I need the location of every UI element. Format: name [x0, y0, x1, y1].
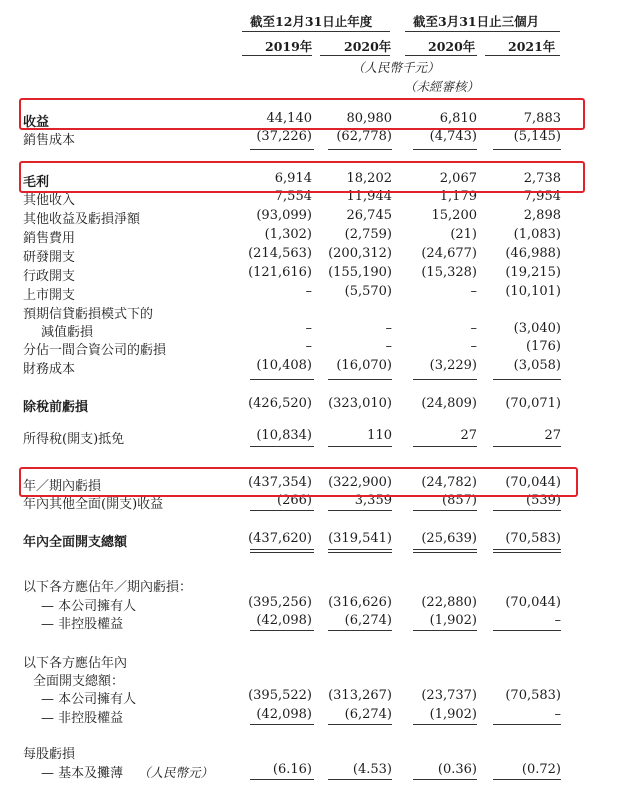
rule-eps	[328, 779, 392, 780]
row-value: (176)	[526, 339, 561, 354]
row-value: (6,274)	[344, 613, 392, 628]
row-value: (5,570)	[344, 284, 392, 299]
row-value: (70,583)	[505, 531, 561, 546]
row-value: (93,099)	[256, 208, 312, 223]
rule-tax	[413, 446, 477, 447]
row-value: (25,639)	[421, 531, 477, 546]
row-value: 27	[460, 428, 477, 443]
row-label: 財務成本	[23, 362, 76, 377]
rule-attrib2	[250, 724, 314, 725]
rule-attrib1	[413, 630, 477, 631]
row-label: — 本公司擁有人	[41, 599, 137, 614]
row-value: –	[470, 284, 477, 299]
row-value: (437,620)	[248, 531, 312, 546]
rule-tax	[493, 446, 561, 447]
rule-attrib2	[328, 724, 392, 725]
row-value: (539)	[526, 493, 561, 508]
row-value: –	[554, 707, 561, 722]
rule-oci	[250, 510, 314, 511]
row-value: (4,743)	[429, 129, 477, 144]
year-col-4: 2021年	[508, 39, 556, 54]
row-value: (200,312)	[328, 246, 392, 261]
row-label: 以下各方應佔年內	[23, 656, 128, 671]
row-value: (23,737)	[421, 688, 477, 703]
row-value: –	[305, 284, 312, 299]
row-value: (42,098)	[256, 707, 312, 722]
rule-total	[493, 549, 561, 550]
row-value: (16,070)	[336, 358, 392, 373]
row-value: (10,834)	[256, 428, 312, 443]
year-rule-4	[485, 55, 560, 56]
rule-tax	[328, 446, 392, 447]
row-value: (70,071)	[505, 396, 561, 411]
unit-note: （人民幣千元）	[352, 60, 440, 75]
rule-cost	[250, 149, 314, 150]
row-value: (4.53)	[352, 762, 392, 777]
row-value: (395,256)	[248, 595, 312, 610]
row-value: (37,226)	[256, 129, 312, 144]
row-value: (1,302)	[264, 227, 312, 242]
row-label: 年／期內虧損	[23, 479, 102, 494]
row-value: (121,616)	[248, 265, 312, 280]
eps-unit-note: （人民幣元）	[138, 765, 214, 780]
row-value: –	[470, 339, 477, 354]
row-value: (6,274)	[344, 707, 392, 722]
row-value: 6,810	[439, 111, 477, 126]
row-value: 7,554	[274, 189, 312, 204]
row-value: (426,520)	[248, 396, 312, 411]
row-value: 6,914	[274, 171, 312, 186]
year-col-2: 2020年	[344, 39, 392, 54]
row-value: –	[385, 321, 392, 336]
row-value: 7,954	[523, 189, 561, 204]
row-value: 2,738	[523, 171, 561, 186]
row-value: –	[385, 339, 392, 354]
row-value: (0.36)	[437, 762, 477, 777]
row-label: 分佔一間合資公司的虧損	[23, 343, 167, 358]
header-group-quarter: 截至3月31日止三個月	[413, 14, 540, 29]
rule-cost	[328, 149, 392, 150]
row-value: 2,898	[523, 208, 561, 223]
row-value: (70,044)	[505, 595, 561, 610]
row-value: (2,759)	[344, 227, 392, 242]
row-value: (22,880)	[421, 595, 477, 610]
row-value: 110	[367, 428, 392, 443]
row-label: 其他收益及虧損淨額	[23, 212, 141, 227]
row-value: 80,980	[346, 111, 392, 126]
row-value: (10,101)	[505, 284, 561, 299]
rule-total	[250, 549, 314, 550]
row-value: 15,200	[431, 208, 477, 223]
row-label: 所得稅(開支)抵免	[23, 432, 125, 447]
rule-eps	[493, 779, 561, 780]
row-value: 27	[544, 428, 561, 443]
row-value: 11,944	[346, 189, 392, 204]
row-label: 上市開支	[23, 288, 76, 303]
unaudited-note: （未經審核）	[404, 79, 480, 94]
row-value: (155,190)	[328, 265, 392, 280]
row-label: 以下各方應佔年／期內虧損：	[23, 580, 193, 595]
row-value: (322,900)	[328, 475, 392, 490]
row-value: (1,902)	[429, 613, 477, 628]
row-value: (10,408)	[256, 358, 312, 373]
row-value: (323,010)	[328, 396, 392, 411]
row-value: (5,145)	[513, 129, 561, 144]
rule-total	[250, 552, 314, 553]
row-value: (24,782)	[421, 475, 477, 490]
row-label: 銷售成本	[23, 133, 76, 148]
rule-total	[328, 549, 392, 550]
row-value: 3,359	[354, 493, 392, 508]
row-value: (70,044)	[505, 475, 561, 490]
row-value: (21)	[450, 227, 477, 242]
rule-total	[413, 552, 477, 553]
row-value: (857)	[442, 493, 477, 508]
row-value: (313,267)	[328, 688, 392, 703]
row-value: (214,563)	[248, 246, 312, 261]
row-value: (42,098)	[256, 613, 312, 628]
rule-finance	[328, 379, 392, 380]
row-value: –	[305, 339, 312, 354]
row-label: — 基本及攤薄	[41, 766, 124, 781]
highlight-loss-for-period	[19, 467, 578, 497]
rule-oci	[328, 510, 392, 511]
row-value: (3,058)	[513, 358, 561, 373]
row-label: 每股虧損	[23, 747, 76, 762]
row-label: 研發開支	[23, 250, 76, 265]
row-value: (15,328)	[421, 265, 477, 280]
year-rule-1	[242, 55, 312, 56]
header-rule-year	[242, 31, 390, 32]
highlight-gross-profit	[19, 161, 585, 193]
year-col-1: 2019年	[265, 39, 313, 54]
row-value: (266)	[277, 493, 312, 508]
row-value: (395,522)	[248, 688, 312, 703]
year-rule-2	[320, 55, 390, 56]
row-value: (319,541)	[328, 531, 392, 546]
row-value: (437,354)	[248, 475, 312, 490]
row-value: 18,202	[346, 171, 392, 186]
row-label: 毛利	[23, 175, 50, 190]
rule-finance	[250, 379, 314, 380]
rule-attrib2	[493, 724, 561, 725]
rule-attrib2	[413, 724, 477, 725]
row-label: 年內其他全面(開支)收益	[23, 497, 164, 512]
rule-attrib1	[328, 630, 392, 631]
row-label: — 非控股權益	[41, 617, 124, 632]
row-value: (19,215)	[505, 265, 561, 280]
row-value: (62,778)	[336, 129, 392, 144]
header-group-year: 截至12月31日止年度	[250, 14, 373, 29]
rule-finance	[493, 379, 561, 380]
row-value: 44,140	[266, 111, 312, 126]
rule-total	[413, 549, 477, 550]
row-label: 預期信貸虧損模式下的	[23, 307, 154, 322]
row-value: (6.16)	[272, 762, 312, 777]
rule-oci	[493, 510, 561, 511]
row-value: (3,229)	[429, 358, 477, 373]
row-value: (316,626)	[328, 595, 392, 610]
year-col-3: 2020年	[428, 39, 476, 54]
rule-finance	[413, 379, 477, 380]
row-value: (46,988)	[505, 246, 561, 261]
row-value: (0.72)	[521, 762, 561, 777]
rule-tax	[250, 446, 314, 447]
rule-cost	[493, 149, 561, 150]
rule-total	[328, 552, 392, 553]
row-value: (24,677)	[421, 246, 477, 261]
row-label: 收益	[23, 115, 50, 130]
row-label: 其他收入	[23, 193, 76, 208]
year-rule-3	[405, 55, 477, 56]
row-label: — 本公司擁有人	[41, 692, 137, 707]
header-rule-quarter	[405, 31, 560, 32]
row-value: 2,067	[439, 171, 477, 186]
row-value: (3,040)	[513, 321, 561, 336]
rule-attrib1	[250, 630, 314, 631]
row-value: –	[470, 321, 477, 336]
row-label: 全面開支總額：	[33, 674, 125, 689]
row-value: –	[305, 321, 312, 336]
row-value: 1,179	[439, 189, 477, 204]
row-value: (1,902)	[429, 707, 477, 722]
rule-cost	[413, 149, 477, 150]
row-value: (1,083)	[513, 227, 561, 242]
row-label: — 非控股權益	[41, 711, 124, 726]
row-label: 行政開支	[23, 269, 76, 284]
rule-total	[493, 552, 561, 553]
rule-eps	[250, 779, 314, 780]
row-value: 26,745	[346, 208, 392, 223]
row-value: (70,583)	[505, 688, 561, 703]
row-label: 除稅前虧損	[23, 400, 89, 415]
highlight-revenue	[19, 98, 585, 130]
rule-eps	[413, 779, 477, 780]
row-label: 減值虧損	[41, 325, 94, 340]
row-label: 年內全面開支總額	[23, 535, 128, 550]
row-label: 銷售費用	[23, 231, 76, 246]
row-value: 7,883	[523, 111, 561, 126]
row-value: (24,809)	[421, 396, 477, 411]
rule-oci	[413, 510, 477, 511]
rule-attrib1	[493, 630, 561, 631]
row-value: –	[554, 613, 561, 628]
